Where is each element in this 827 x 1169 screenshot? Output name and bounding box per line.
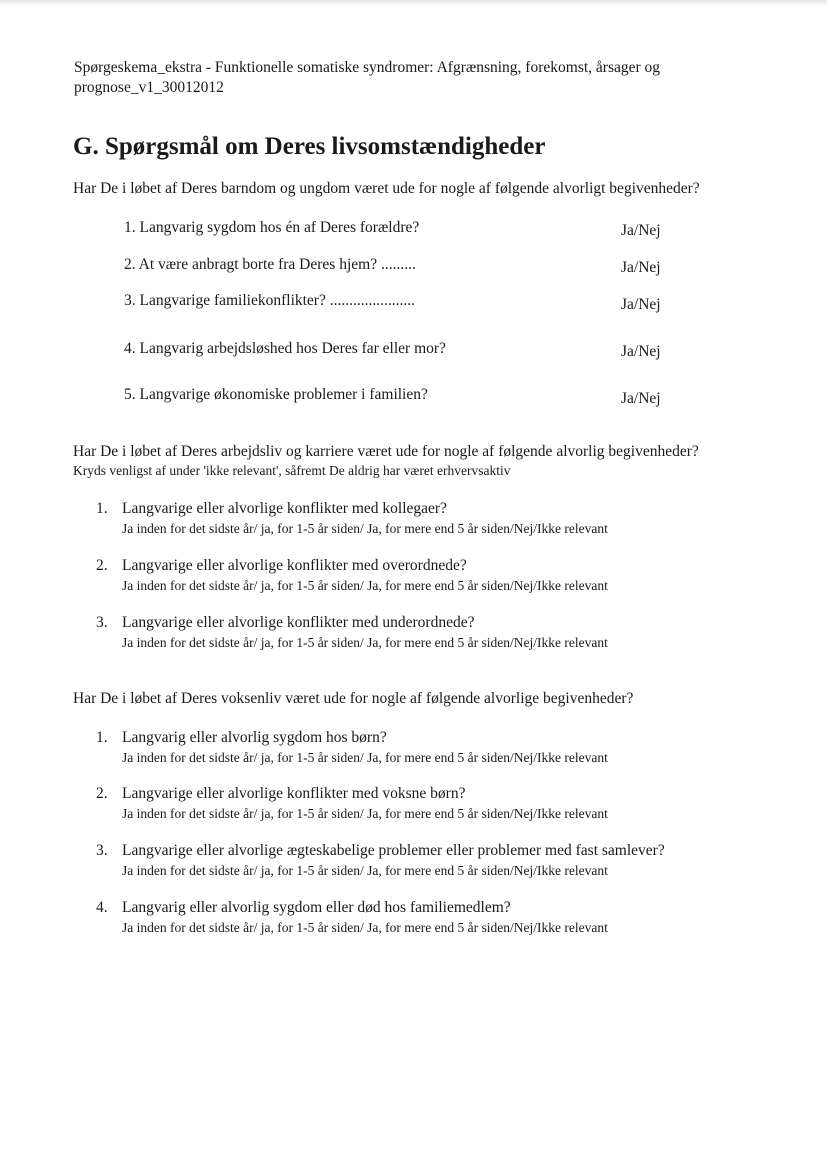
item-number: 1. — [96, 729, 108, 746]
section-1-question-3: 3. Langvarige familiekonflikter? ...................... — [124, 292, 415, 309]
item-answer-options[interactable]: Ja inden for det sidste år/ ja, for 1-5 år siden/ Ja, for mere end 5 år siden/Nej/Ikke relevant — [122, 521, 608, 536]
item-answer-options[interactable]: Ja inden for det sidste år/ ja, for 1-5 år siden/ Ja, for mere end 5 år siden/Nej/Ikke relevant — [122, 635, 608, 650]
section-1-answer-1[interactable]: Ja/Nej — [621, 222, 661, 239]
item-answer-options[interactable]: Ja inden for det sidste år/ ja, for 1-5 år siden/ Ja, for mere end 5 år siden/Nej/Ikke relevant — [122, 750, 608, 765]
item-answer-options[interactable]: Ja inden for det sidste år/ ja, for 1-5 år siden/ Ja, for mere end 5 år siden/Nej/Ikke relevant — [122, 920, 608, 935]
item-number: 1. — [96, 500, 108, 517]
document-header-line-2: prognose_v1_30012012 — [74, 79, 224, 96]
item-number: 2. — [96, 557, 108, 574]
item-question: Langvarige eller alvorlige konflikter med underordnede? — [122, 614, 475, 631]
item-number: 2. — [96, 785, 108, 802]
section-1-intro: Har De i løbet af Deres barndom og ungdom været ude for nogle af følgende alvorligt begivenheder? — [73, 180, 700, 197]
section-1-answer-2[interactable]: Ja/Nej — [621, 259, 661, 276]
item-question: Langvarige eller alvorlige konflikter med kollegaer? — [122, 500, 447, 517]
item-number: 4. — [96, 899, 108, 916]
section-1-question-1: 1. Langvarig sygdom hos én af Deres forældre? — [124, 219, 420, 236]
item-answer-options[interactable]: Ja inden for det sidste år/ ja, for 1-5 år siden/ Ja, for mere end 5 år siden/Nej/Ikke relevant — [122, 578, 608, 593]
section-1-question-2: 2. At være anbragt borte fra Deres hjem? ......... — [124, 256, 416, 273]
item-number: 3. — [96, 614, 108, 631]
item-question: Langvarige eller alvorlige konflikter med overordnede? — [122, 557, 467, 574]
item-number: 3. — [96, 842, 108, 859]
item-question: Langvarige eller alvorlige ægteskabelige problemer eller problemer med fast samlever? — [122, 842, 665, 859]
section-1-answer-3[interactable]: Ja/Nej — [621, 296, 661, 313]
document-header-line-1: Spørgeskema_ekstra - Funktionelle somatiske syndromer: Afgrænsning, forekomst, årsager og — [74, 59, 661, 76]
section-3-intro: Har De i løbet af Deres voksenliv været ude for nogle af følgende alvorlige begivenheder? — [73, 690, 634, 707]
section-2-intro: Har De i løbet af Deres arbejdsliv og karriere været ude for nogle af følgende alvorlig begivenheder? — [73, 443, 699, 460]
item-answer-options[interactable]: Ja inden for det sidste år/ ja, for 1-5 år siden/ Ja, for mere end 5 år siden/Nej/Ikke relevant — [122, 863, 608, 878]
scan-edge — [0, 0, 827, 6]
section-2-note: Kryds venligst af under 'ikke relevant', såfremt De aldrig har været erhvervsaktiv — [73, 463, 511, 478]
section-1-answer-4[interactable]: Ja/Nej — [621, 343, 661, 360]
section-1-answer-5[interactable]: Ja/Nej — [621, 390, 661, 407]
section-1-question-4: 4. Langvarig arbejdsløshed hos Deres far eller mor? — [124, 340, 446, 357]
item-question: Langvarig eller alvorlig sygdom hos børn? — [122, 729, 387, 746]
item-question: Langvarige eller alvorlige konflikter med voksne børn? — [122, 785, 466, 802]
section-1-question-5: 5. Langvarige økonomiske problemer i familien? — [124, 386, 428, 403]
item-question: Langvarig eller alvorlig sygdom eller død hos familiemedlem? — [122, 899, 511, 916]
item-answer-options[interactable]: Ja inden for det sidste år/ ja, for 1-5 år siden/ Ja, for mere end 5 år siden/Nej/Ikke relevant — [122, 806, 608, 821]
page-title: G. Spørgsmål om Deres livsomstændigheder — [73, 133, 546, 160]
